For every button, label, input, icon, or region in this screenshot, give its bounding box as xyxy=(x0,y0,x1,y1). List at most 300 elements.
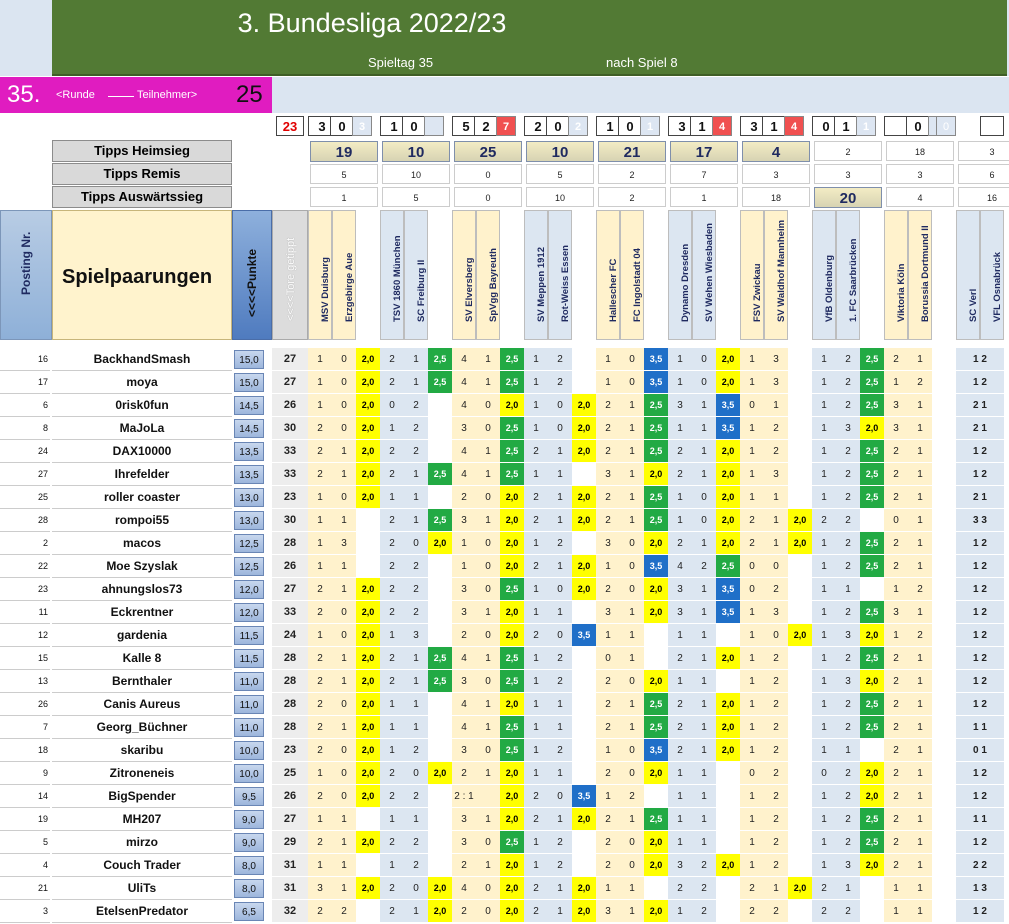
player-points: 8,0 xyxy=(234,879,264,898)
tipp-cell: 1 2 xyxy=(956,532,1004,555)
player-name: roller coaster xyxy=(52,486,232,509)
tipp-cell xyxy=(428,555,452,578)
tipp-cell: 0 xyxy=(332,739,356,762)
tipp-cell: 2 xyxy=(764,900,788,923)
tipp-cell: 2 xyxy=(524,555,548,578)
tipp-cell: 2 xyxy=(596,394,620,417)
tipp-cell: 1 xyxy=(908,601,932,624)
tipp-cell: 1 xyxy=(908,555,932,578)
result-cell: 3 xyxy=(668,116,696,136)
tipp-cell xyxy=(932,739,956,762)
tipp-cell: 0 xyxy=(332,486,356,509)
tipp-cell: 3,5 xyxy=(644,348,668,371)
result-cell: 1 xyxy=(856,116,876,136)
tipp-cell: 2 xyxy=(380,670,404,693)
tipp-cell: 1 xyxy=(740,854,764,877)
tipp-cell: 1 xyxy=(740,624,764,647)
tipp-cell: 2 xyxy=(380,555,404,578)
tipp-cell xyxy=(788,348,812,371)
tipp-cell: 1 xyxy=(740,371,764,394)
tipp-cell: 2,0 xyxy=(716,854,740,877)
tipp-cell: 2,0 xyxy=(356,877,380,900)
tipp-cell: 4 xyxy=(452,348,476,371)
tipp-cell xyxy=(428,693,452,716)
tipp-cell: 0 xyxy=(740,578,764,601)
tipp-cell: 1 2 xyxy=(956,900,1004,923)
result-cell: 1 xyxy=(640,116,660,136)
team-column-header xyxy=(908,210,932,340)
tipp-cell: 3 xyxy=(596,601,620,624)
tipp-cell: 1 xyxy=(884,371,908,394)
goals-tipped: 33 xyxy=(272,601,308,624)
tipp-cell: 1 xyxy=(620,716,644,739)
tipp-cell xyxy=(428,854,452,877)
tipp-cell: 2 xyxy=(404,578,428,601)
tipp-cell: 2,5 xyxy=(500,348,524,371)
tipp-cell xyxy=(932,348,956,371)
tipp-cell xyxy=(788,716,812,739)
tipp-cell: 2 xyxy=(308,440,332,463)
posting-nr: 7 xyxy=(0,716,50,739)
tipp-cell: 1 xyxy=(692,808,716,831)
tipp-cell: 2 xyxy=(884,831,908,854)
tipp-cell: 2 xyxy=(548,647,572,670)
tipp-cell: 1 xyxy=(908,486,932,509)
player-points: 10,0 xyxy=(234,764,264,783)
player-points: 14,5 xyxy=(234,396,264,415)
tipp-cell: 1 xyxy=(404,371,428,394)
tipp-cell: 2 xyxy=(764,785,788,808)
tipp-cell: 1 xyxy=(524,417,548,440)
tipp-cell xyxy=(932,486,956,509)
tipp-cell: 2 xyxy=(764,693,788,716)
posting-nr: 12 xyxy=(0,624,50,647)
player-points: 9,5 xyxy=(234,787,264,806)
tipp-cell: 2 xyxy=(764,854,788,877)
tipp-cell: 1 xyxy=(692,578,716,601)
tipp-cell xyxy=(572,371,596,394)
tipp-cell: 1 xyxy=(740,693,764,716)
tipp-cell: 2 xyxy=(380,601,404,624)
tipp-cell: 2 xyxy=(836,509,860,532)
goals-tipped: 31 xyxy=(272,854,308,877)
player-name: Eckrentner xyxy=(52,601,232,624)
tipp-cell xyxy=(428,808,452,831)
tipp-auswaerts-value: 2 xyxy=(598,187,666,207)
result-cell: 1 xyxy=(380,116,408,136)
tipp-cell: 1 xyxy=(668,762,692,785)
tipp-cell: 1 xyxy=(812,394,836,417)
tipp-cell xyxy=(932,900,956,923)
tipp-cell: 1 xyxy=(308,762,332,785)
tipp-cell: 1 xyxy=(476,716,500,739)
player-name: Couch Trader xyxy=(52,854,232,877)
tipp-cell xyxy=(788,394,812,417)
tipp-cell: 2,0 xyxy=(356,486,380,509)
tipp-cell: 1 xyxy=(476,440,500,463)
tipp-cell: 1 xyxy=(596,785,620,808)
tipp-cell xyxy=(788,601,812,624)
tipp-cell xyxy=(932,371,956,394)
result-cell xyxy=(980,116,1004,136)
tipp-cell: 2,0 xyxy=(572,509,596,532)
tipp-cell xyxy=(356,808,380,831)
tipp-cell: 1 xyxy=(308,808,332,831)
tipp-cell: 0 xyxy=(620,578,644,601)
tipp-cell: 1 xyxy=(668,900,692,923)
tipp-cell: 1 xyxy=(332,578,356,601)
tipp-cell: 2,5 xyxy=(860,831,884,854)
tipp-cell: 1 xyxy=(596,739,620,762)
tipp-cell: 0 1 xyxy=(956,739,1004,762)
player-name: BackhandSmash xyxy=(52,348,232,371)
tipp-remis-value: 2 xyxy=(598,164,666,184)
tipp-cell: 3 xyxy=(452,831,476,854)
tipp-cell: 2 xyxy=(380,440,404,463)
result-cell: 2 xyxy=(568,116,588,136)
tipp-cell: 2,5 xyxy=(860,555,884,578)
team-name: Dynamo Dresden xyxy=(680,243,691,322)
tipp-cell: 1 xyxy=(812,785,836,808)
tipp-cell: 1 xyxy=(548,486,572,509)
tipp-cell: 2,0 xyxy=(572,877,596,900)
goals-tipped: 27 xyxy=(272,371,308,394)
tipp-cell: 1 xyxy=(740,486,764,509)
tipp-cell: 0 xyxy=(548,578,572,601)
tipp-cell: 1 xyxy=(308,486,332,509)
tipp-cell: 0 xyxy=(476,532,500,555)
tipp-cell: 2 xyxy=(404,601,428,624)
tipp-auswaerts-value: 20 xyxy=(814,187,882,208)
tipp-cell: 0 xyxy=(692,486,716,509)
result-cell: 1 xyxy=(690,116,714,136)
tipp-cell xyxy=(932,578,956,601)
tipp-cell: 3,5 xyxy=(716,601,740,624)
tipp-cell: 1 xyxy=(476,601,500,624)
tipp-cell: 1 xyxy=(452,555,476,578)
tipp-cell: 2,0 xyxy=(644,854,668,877)
tipp-cell: 1 xyxy=(308,509,332,532)
tipp-cell: 3 xyxy=(836,417,860,440)
tipp-cell: 1 xyxy=(620,509,644,532)
player-points: 14,5 xyxy=(234,419,264,438)
tipp-cell: 2 xyxy=(740,900,764,923)
tipp-cell: 2,5 xyxy=(500,670,524,693)
tipp-remis-value: 5 xyxy=(526,164,594,184)
tipp-cell: 1 xyxy=(908,739,932,762)
tipp-cell xyxy=(716,762,740,785)
tipp-cell: 2,0 xyxy=(356,739,380,762)
team-name: Borussia Dortmund II xyxy=(920,225,931,322)
tipp-cell xyxy=(428,417,452,440)
tipp-cell: 2,5 xyxy=(500,417,524,440)
posting-nr: 6 xyxy=(0,394,50,417)
tipp-cell: 2,0 xyxy=(572,555,596,578)
tipp-cell: 1 xyxy=(332,808,356,831)
tipp-cell: 0 xyxy=(476,486,500,509)
tipp-cell: 2 xyxy=(380,647,404,670)
tipp-cell: 2,5 xyxy=(860,463,884,486)
tipp-cell xyxy=(932,394,956,417)
posting-nr: 27 xyxy=(0,463,50,486)
tipp-cell xyxy=(572,532,596,555)
tipp-cell: 2 xyxy=(668,532,692,555)
tipp-cell: 2 xyxy=(596,854,620,877)
tipp-cell: 2 xyxy=(764,831,788,854)
tipp-cell: 1 xyxy=(404,463,428,486)
goals-tipped: 32 xyxy=(272,900,308,923)
tipp-cell xyxy=(356,854,380,877)
tipp-cell: 2 xyxy=(548,670,572,693)
goals-tipped: 28 xyxy=(272,670,308,693)
tipp-cell xyxy=(428,624,452,647)
tipp-cell: 1 xyxy=(668,670,692,693)
team-column-header xyxy=(596,210,620,340)
spieltag-label: Spieltag 35 xyxy=(368,55,434,70)
punkte-header xyxy=(232,210,272,340)
tipp-cell: 2,0 xyxy=(572,486,596,509)
tipp-cell: 2 xyxy=(836,808,860,831)
tipp-cell: 2 xyxy=(452,900,476,923)
tipp-cell: 0 xyxy=(620,831,644,854)
tipp-cell: 0 xyxy=(764,624,788,647)
tipp-cell: 2 xyxy=(596,670,620,693)
tipp-cell: 1 xyxy=(668,785,692,808)
tipp-cell: 2,0 xyxy=(572,808,596,831)
goals-tipped: 26 xyxy=(272,394,308,417)
tipp-cell: 3 xyxy=(452,601,476,624)
tipp-cell: 1 xyxy=(332,440,356,463)
tipp-cell: 1 xyxy=(740,831,764,854)
tipp-cell xyxy=(572,670,596,693)
posting-nr: 24 xyxy=(0,440,50,463)
tipp-cell: 1 xyxy=(404,808,428,831)
tipp-cell: 2,0 xyxy=(428,532,452,555)
tipp-cell: 1 xyxy=(620,693,644,716)
tipp-cell: 1 xyxy=(524,463,548,486)
teilnehmer-label: Teilnehmer> xyxy=(137,89,198,101)
tipp-cell xyxy=(356,555,380,578)
tipp-cell: 1 xyxy=(740,417,764,440)
tipp-cell: 2 xyxy=(836,371,860,394)
tipp-cell xyxy=(932,601,956,624)
tore-header-label: <<<<Tore getippt xyxy=(285,237,297,321)
tipp-cell: 2 xyxy=(380,785,404,808)
tipp-cell: 1 xyxy=(332,463,356,486)
result-cell: 4 xyxy=(784,116,804,136)
player-points: 10,0 xyxy=(234,741,264,760)
tipp-cell: 2,5 xyxy=(860,371,884,394)
tipp-cell: 0 xyxy=(620,670,644,693)
tipp-cell: 2,0 xyxy=(428,900,452,923)
tipp-cell: 1 xyxy=(596,348,620,371)
tipp-cell: 2 xyxy=(836,532,860,555)
tipp-cell: 3 xyxy=(452,509,476,532)
tipp-cell: 1 xyxy=(812,371,836,394)
tipp-cell: 1 xyxy=(380,486,404,509)
tipp-cell: 3,5 xyxy=(644,371,668,394)
player-points: 12,5 xyxy=(234,534,264,553)
tipp-cell: 3 xyxy=(596,900,620,923)
tipp-cell: 1 2 xyxy=(956,440,1004,463)
tipp-cell: 2 xyxy=(812,509,836,532)
posting-nr: 9 xyxy=(0,762,50,785)
tipp-cell: 2 xyxy=(668,440,692,463)
tipp-cell: 1 xyxy=(812,647,836,670)
player-name: MaJoLa xyxy=(52,417,232,440)
tipp-cell: 1 xyxy=(908,532,932,555)
tipp-heim-value: 4 xyxy=(742,141,810,162)
goals-tipped: 30 xyxy=(272,509,308,532)
tipp-cell: 2 xyxy=(884,693,908,716)
tipp-cell: 2,0 xyxy=(716,463,740,486)
tipp-cell: 1 xyxy=(380,624,404,647)
posting-nr: 5 xyxy=(0,831,50,854)
player-points: 15,0 xyxy=(234,373,264,392)
team-name: SpVgg Bayreuth xyxy=(488,248,499,322)
tipp-cell: 2 xyxy=(884,463,908,486)
result-cell: 1 xyxy=(834,116,858,136)
tipp-cell: 0 xyxy=(548,785,572,808)
tipp-cell: 1 xyxy=(692,463,716,486)
tipp-cell: 3 xyxy=(884,601,908,624)
tipp-cell: 2 xyxy=(596,808,620,831)
tipp-cell: 1 xyxy=(812,670,836,693)
team-name: TSV 1860 München xyxy=(392,235,403,322)
tipp-cell: 2 xyxy=(668,739,692,762)
tipp-cell: 2 xyxy=(452,762,476,785)
tipp-cell: 2,0 xyxy=(788,877,812,900)
tipp-cell: 1 xyxy=(524,762,548,785)
tipp-cell: 0 xyxy=(476,624,500,647)
tipp-cell xyxy=(428,739,452,762)
tipp-cell: 0 xyxy=(548,394,572,417)
tipp-cell: 3 xyxy=(452,739,476,762)
tipp-cell: 1 xyxy=(884,877,908,900)
tipp-cell: 2,0 xyxy=(500,509,524,532)
tipp-cell: 1 2 xyxy=(956,647,1004,670)
tipp-cell: 1 xyxy=(764,877,788,900)
tipp-cell: 1 xyxy=(740,785,764,808)
tipp-cell: 1 xyxy=(308,555,332,578)
tipp-cell: 2 xyxy=(524,877,548,900)
player-points: 11,5 xyxy=(234,649,264,668)
tipp-cell: 2 xyxy=(404,739,428,762)
tipp-cell: 2 xyxy=(836,348,860,371)
goals-tipped: 26 xyxy=(272,555,308,578)
tipp-cell: 2 xyxy=(380,532,404,555)
tipp-cell: 2,5 xyxy=(860,601,884,624)
tipp-cell: 1 xyxy=(740,601,764,624)
tipp-cell xyxy=(932,716,956,739)
posting-nr: 23 xyxy=(0,578,50,601)
tipp-cell: 2,0 xyxy=(716,371,740,394)
tipp-cell: 1 2 xyxy=(956,463,1004,486)
tipp-cell: 2,0 xyxy=(500,785,524,808)
posting-header-label: Posting Nr. xyxy=(19,231,33,295)
nach-spiel-label: nach Spiel 8 xyxy=(606,55,678,70)
tipp-cell: 2 xyxy=(548,348,572,371)
tipp-cell: 2,5 xyxy=(860,693,884,716)
tipp-cell: 3 xyxy=(764,463,788,486)
tipp-cell: 1 xyxy=(668,486,692,509)
tipp-cell: 2,5 xyxy=(500,739,524,762)
tipp-cell: 2,5 xyxy=(500,440,524,463)
tipp-cell: 2,0 xyxy=(716,440,740,463)
tipp-cell: 2 xyxy=(836,762,860,785)
tipp-cell: 1 xyxy=(620,394,644,417)
player-points: 11,0 xyxy=(234,718,264,737)
tipp-cell: 2 xyxy=(596,693,620,716)
tipp-cell: 2 xyxy=(308,463,332,486)
tipp-cell: 2,0 xyxy=(860,417,884,440)
team-column-header xyxy=(404,210,428,340)
tipp-cell: 2,0 xyxy=(716,739,740,762)
tipp-cell: 2 xyxy=(836,486,860,509)
tipp-cell: 1 xyxy=(404,486,428,509)
tipp-heim-value: 19 xyxy=(310,141,378,162)
tipp-cell: 0 xyxy=(476,670,500,693)
tipp-auswaerts-value: 5 xyxy=(382,187,450,207)
player-name: Zitroneneis xyxy=(52,762,232,785)
team-name: FC Ingolstadt 04 xyxy=(632,248,643,322)
tipp-cell: 1 xyxy=(476,509,500,532)
team-column-header xyxy=(380,210,404,340)
player-name: Kalle 8 xyxy=(52,647,232,670)
tipp-auswaerts-value: 1 xyxy=(670,187,738,207)
tipp-cell: 1 2 xyxy=(956,762,1004,785)
tipp-cell: 1 xyxy=(476,647,500,670)
player-name: Moe Szyslak xyxy=(52,555,232,578)
team-column-header xyxy=(980,210,1004,340)
tipp-cell: 4 xyxy=(668,555,692,578)
player-name: MH207 xyxy=(52,808,232,831)
team-column-header xyxy=(812,210,836,340)
tipp-cell: 2 xyxy=(596,509,620,532)
tipp-cell: 2 xyxy=(764,647,788,670)
tipp-cell xyxy=(860,578,884,601)
tipp-cell: 2,0 xyxy=(356,463,380,486)
tipp-cell xyxy=(788,486,812,509)
tipp-cell: 1 xyxy=(404,670,428,693)
tipp-heim-value: 25 xyxy=(454,141,522,162)
tipp-cell: 1 xyxy=(404,348,428,371)
tipp-cell: 0 xyxy=(764,555,788,578)
player-name: mirzo xyxy=(52,831,232,854)
tipp-cell: 2 xyxy=(452,854,476,877)
tipp-cell: 1 2 xyxy=(956,831,1004,854)
tipp-cell: 1 xyxy=(332,555,356,578)
tipp-cell: 3 xyxy=(836,670,860,693)
tipp-cell: 2 xyxy=(308,670,332,693)
tipp-cell: 1 xyxy=(332,647,356,670)
tipp-cell: 1 xyxy=(332,831,356,854)
goals-tipped: 27 xyxy=(272,578,308,601)
tipp-cell xyxy=(716,808,740,831)
tipp-cell: 2,0 xyxy=(572,394,596,417)
tipp-cell: 2 1 xyxy=(956,417,1004,440)
tipp-cell: 2 xyxy=(836,555,860,578)
tipp-cell: 2 xyxy=(836,716,860,739)
tipp-cell: 3 xyxy=(452,808,476,831)
tipp-cell: 1 xyxy=(404,900,428,923)
tipp-cell: 1 2 xyxy=(956,693,1004,716)
tipp-cell: 1 xyxy=(812,693,836,716)
tipp-cell: 1 xyxy=(524,831,548,854)
tipp-cell xyxy=(788,440,812,463)
tipp-cell: 3 xyxy=(668,578,692,601)
tipps-auswaerts-label: Tipps Auswärtssieg xyxy=(52,186,232,208)
